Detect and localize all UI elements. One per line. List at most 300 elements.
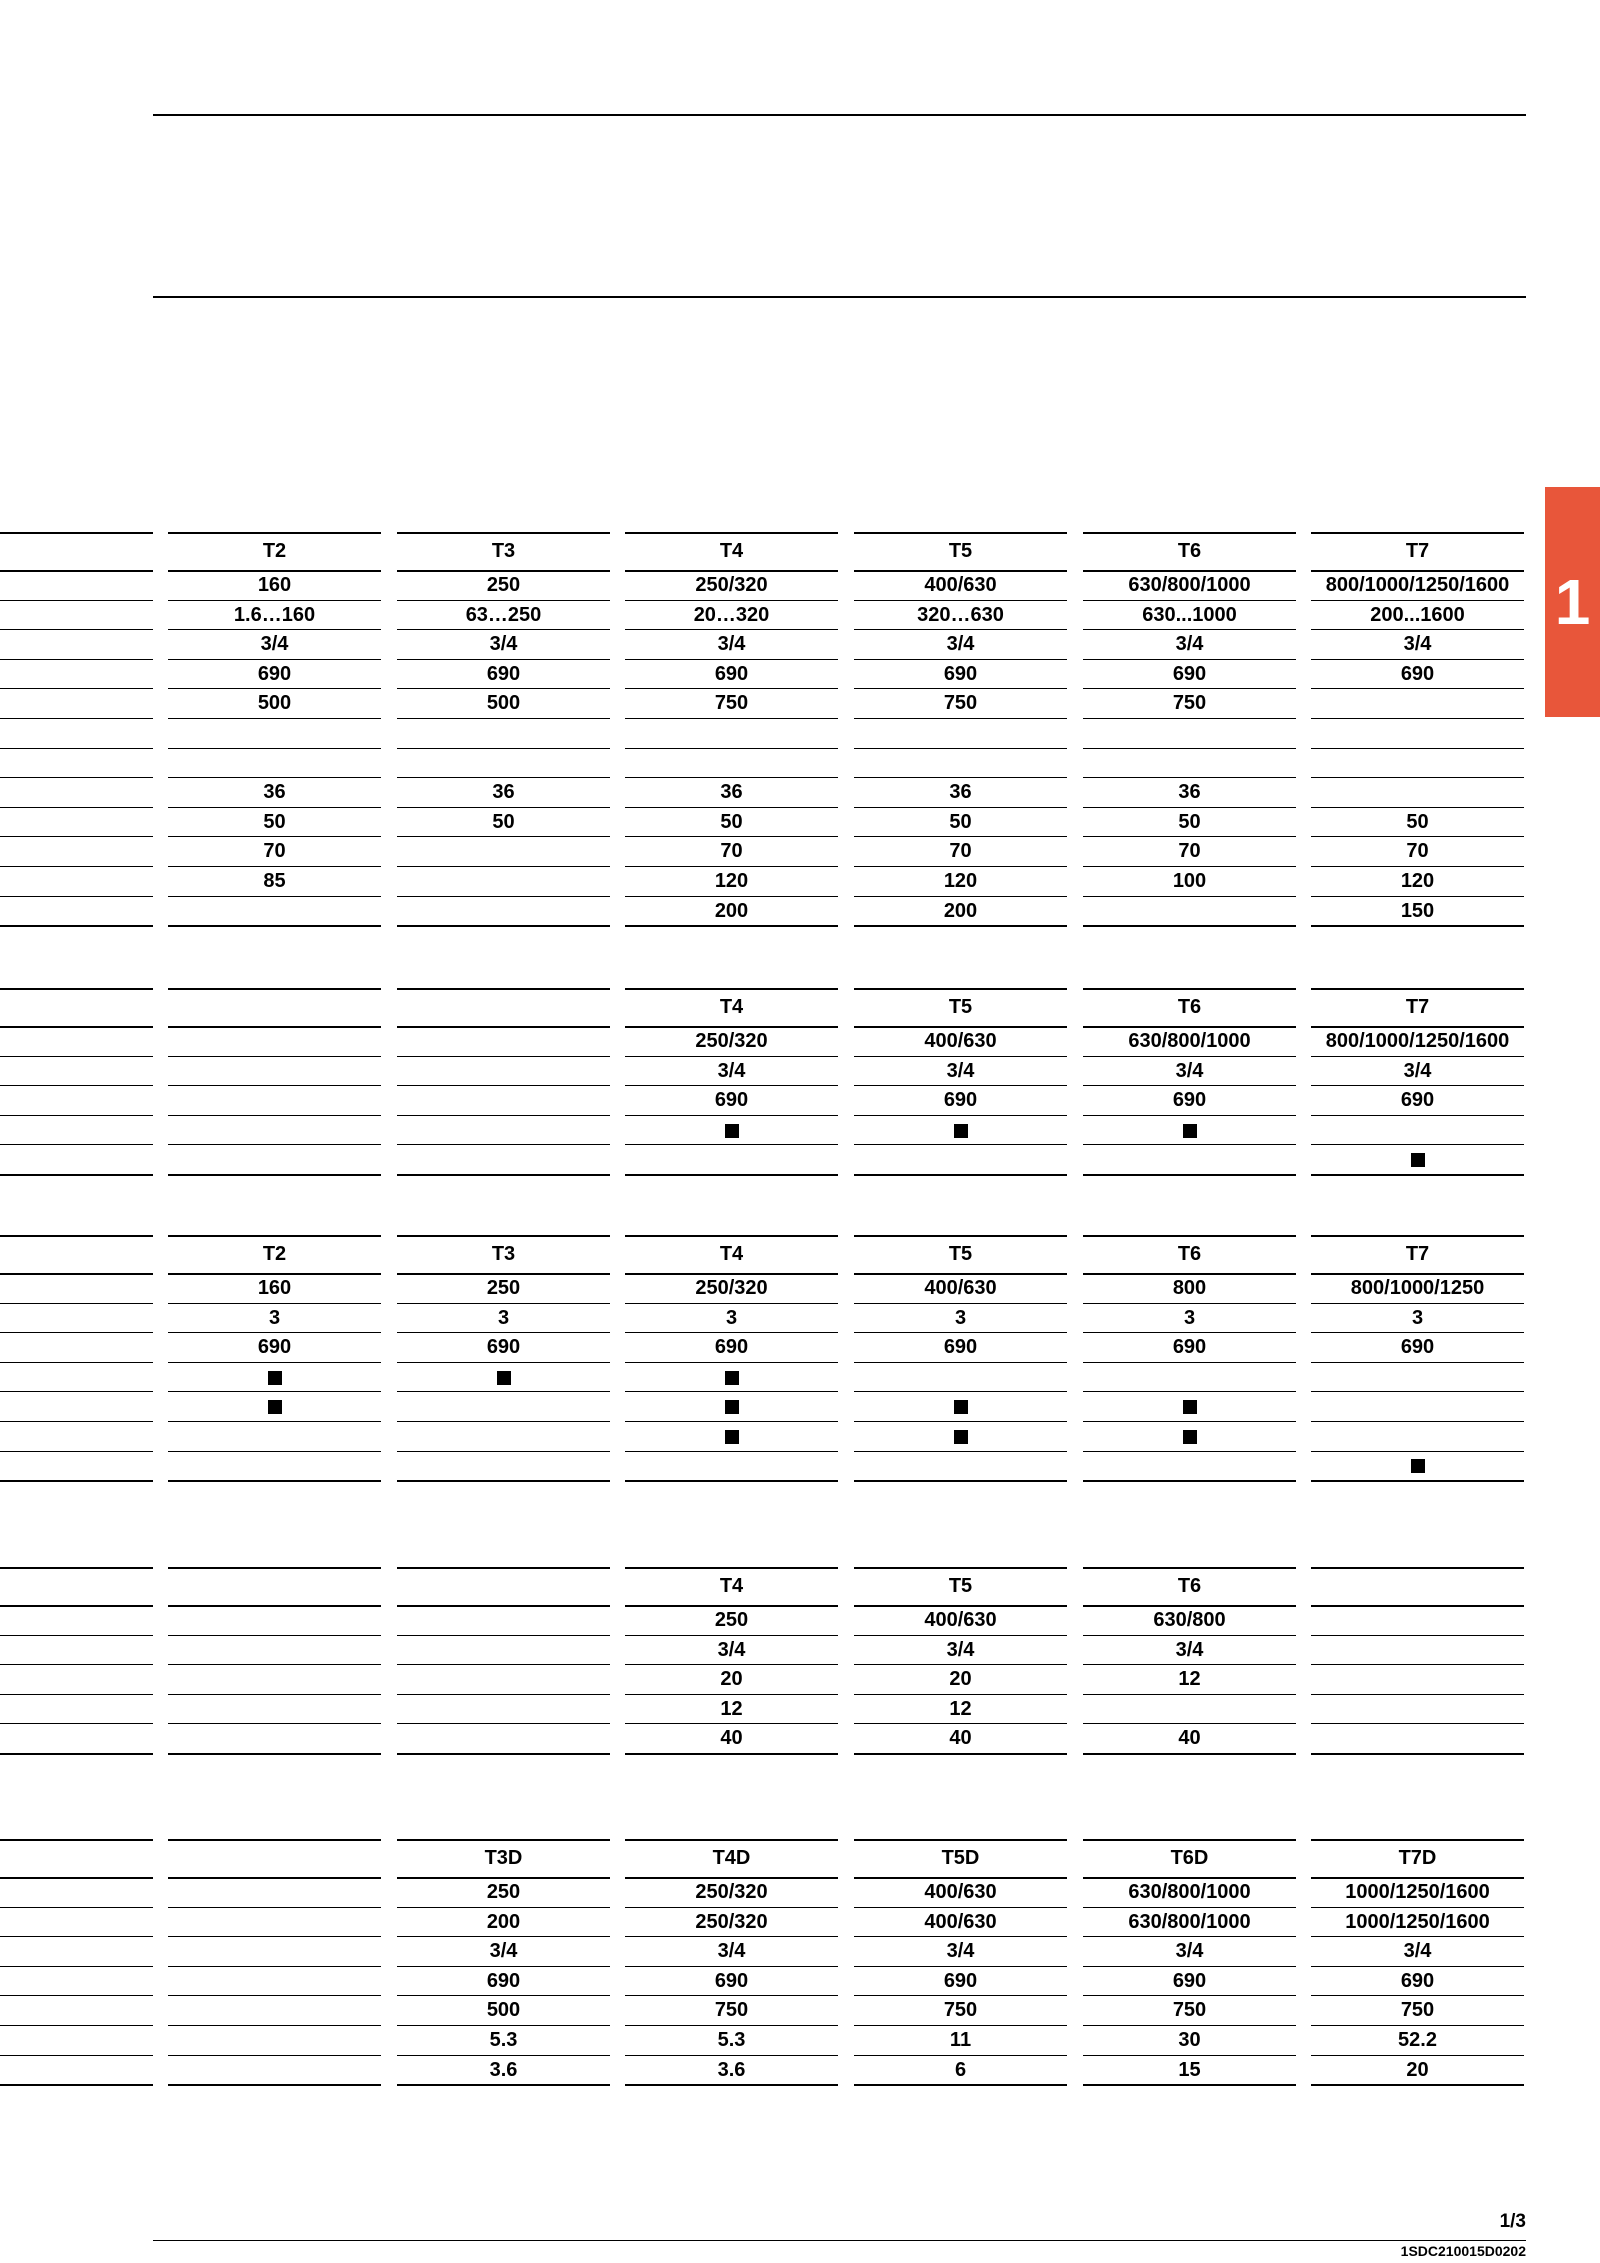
table-column [1083, 1567, 1296, 1753]
table-cell: 690 [943, 1969, 978, 1992]
cell-rule [854, 777, 1067, 778]
cell-rule [625, 1995, 838, 1996]
cell-rule [1083, 866, 1296, 867]
row-label-bottom-rule [0, 1174, 153, 1176]
table-cell: 250 [486, 1277, 521, 1299]
cell-rule [854, 748, 1067, 749]
cell-rule [854, 866, 1067, 867]
cell-rule [625, 1694, 838, 1695]
cell-rule [625, 1421, 838, 1422]
column-header: T6D [1170, 1847, 1209, 1869]
row-label-rule [0, 2025, 153, 2026]
cell-rule [1083, 1567, 1296, 1569]
cell-rule [1083, 659, 1296, 660]
cell-rule [1311, 777, 1524, 778]
table-cell: 250/320 [695, 574, 768, 596]
table-cell: 320…630 [917, 603, 1004, 626]
table-cell: 800/1000/1250/1600 [1325, 1030, 1510, 1052]
check-square-icon [1083, 1423, 1296, 1449]
column-header: T6 [1177, 1575, 1202, 1597]
table-cell: 630/800 [1153, 1609, 1226, 1631]
table-cell: 70 [1406, 840, 1429, 863]
cell-rule [397, 836, 610, 837]
cell-rule [854, 1753, 1067, 1755]
table-cell: 690 [1400, 1969, 1435, 1992]
cell-rule [854, 1085, 1067, 1086]
table-cell: 200...1600 [1370, 603, 1465, 626]
cell-rule [625, 1056, 838, 1057]
cell-rule [1311, 600, 1524, 601]
table-cell: 3/4 [717, 633, 746, 656]
cell-rule [854, 1421, 1067, 1422]
cell-rule [168, 1480, 381, 1482]
cell-rule [625, 2055, 838, 2056]
table-section-2 [0, 988, 1600, 1174]
cell-rule [1083, 1235, 1296, 1237]
cell-rule [397, 1085, 610, 1086]
cell-rule [1311, 807, 1524, 808]
table-cell: 750 [1400, 1999, 1435, 2022]
cell-rule [397, 807, 610, 808]
table-cell: 690 [486, 1969, 521, 1992]
cell-rule [1311, 1085, 1524, 1086]
table-cell: 50 [1178, 810, 1201, 833]
cell-rule [625, 988, 838, 990]
table-cell: 150 [1400, 899, 1435, 922]
cell-rule [168, 807, 381, 808]
table-column [854, 1567, 1067, 1753]
table-cell: 20 [720, 1668, 743, 1691]
table-column [1083, 1235, 1296, 1480]
row-label-top-rule [0, 988, 153, 990]
table-cell: 690 [714, 1969, 749, 1992]
table-cell: 70 [1178, 840, 1201, 863]
cell-rule [625, 1085, 838, 1086]
cell-rule [168, 1753, 381, 1755]
check-square-icon [625, 1364, 838, 1390]
table-cell: 3 [268, 1306, 281, 1329]
cell-rule [168, 1362, 381, 1363]
top-rule-2 [153, 296, 1526, 298]
table-cell: 3/4 [1175, 1940, 1204, 1963]
cell-rule [397, 1026, 610, 1028]
column-header: T6 [1177, 996, 1202, 1018]
row-label-rule [0, 1694, 153, 1695]
cell-rule [168, 1235, 381, 1237]
cell-rule [397, 1723, 610, 1724]
cell-rule [1311, 1362, 1524, 1363]
cell-rule [397, 718, 610, 719]
cell-rule [168, 600, 381, 601]
cell-rule [854, 1966, 1067, 1967]
table-column [168, 1567, 381, 1753]
cell-rule [168, 1839, 381, 1841]
check-square-icon [168, 1393, 381, 1419]
cell-rule [168, 1694, 381, 1695]
cell-rule [1311, 1056, 1524, 1057]
cell-rule [168, 2025, 381, 2026]
cell-rule [625, 1144, 838, 1145]
table-column [625, 1839, 838, 2084]
cell-rule [397, 1605, 610, 1607]
row-label-bottom-rule [0, 2084, 153, 2086]
cell-rule [625, 1664, 838, 1665]
cell-rule [625, 1936, 838, 1937]
table-column [854, 1235, 1067, 1480]
table-cell: 800/1000/1250 [1350, 1277, 1485, 1299]
table-cell: 250 [486, 574, 521, 596]
cell-rule [1311, 1480, 1524, 1482]
check-square-icon [625, 1393, 838, 1419]
cell-rule [625, 1451, 838, 1452]
cell-rule [397, 1056, 610, 1057]
row-label-bottom-rule [0, 1480, 153, 1482]
cell-rule [625, 748, 838, 749]
table-cell: 200 [714, 899, 749, 922]
cell-rule [1083, 988, 1296, 990]
cell-rule [1311, 1907, 1524, 1908]
cell-rule [168, 836, 381, 837]
table-cell: 690 [943, 662, 978, 685]
column-header: T3 [491, 540, 516, 562]
cell-rule [397, 988, 610, 990]
cell-rule [1083, 2055, 1296, 2056]
table-cell: 250/320 [695, 1910, 768, 1933]
table-cell: 15 [1178, 2058, 1201, 2081]
cell-rule [1311, 836, 1524, 837]
check-square-icon [1311, 1146, 1524, 1172]
cell-rule [625, 1391, 838, 1392]
cell-rule [854, 1723, 1067, 1724]
table-column [168, 1839, 381, 2084]
table-column [168, 1235, 381, 1480]
table-cell: 400/630 [924, 1910, 997, 1933]
row-label-rule [0, 748, 153, 749]
cell-rule [625, 629, 838, 630]
table-cell: 3 [725, 1306, 738, 1329]
table-column [1311, 1839, 1524, 2084]
cell-rule [625, 1723, 838, 1724]
cell-rule [854, 1936, 1067, 1937]
cell-rule [854, 1115, 1067, 1116]
column-header: T3 [491, 1243, 516, 1265]
check-square-icon [1311, 1453, 1524, 1479]
table-cell: 40 [720, 1727, 743, 1750]
check-square-icon [397, 1364, 610, 1390]
table-cell: 3/4 [489, 633, 518, 656]
table-cell: 3/4 [489, 1940, 518, 1963]
table-cell: 690 [714, 662, 749, 685]
cell-rule [1311, 1235, 1524, 1237]
cell-rule [397, 1995, 610, 1996]
table-cell: 400/630 [924, 574, 997, 596]
cell-rule [397, 688, 610, 689]
table-cell: 3/4 [1175, 633, 1204, 656]
cell-rule [1311, 1332, 1524, 1333]
table-cell: 3.6 [489, 2058, 518, 2081]
table-cell: 12 [1178, 1668, 1201, 1691]
table-column [1083, 532, 1296, 925]
cell-rule [854, 836, 1067, 837]
row-label-rule [0, 1907, 153, 1908]
cell-rule [397, 1664, 610, 1665]
cell-rule [1311, 1995, 1524, 1996]
cell-rule [1083, 1936, 1296, 1937]
cell-rule [625, 896, 838, 897]
table-cell: 250/320 [695, 1881, 768, 1903]
cell-rule [168, 1877, 381, 1879]
table-cell: 200 [486, 1910, 521, 1933]
table-cell: 400/630 [924, 1030, 997, 1052]
table-cell: 800 [1172, 1277, 1207, 1299]
cell-rule [397, 2084, 610, 2086]
row-label-rule [0, 688, 153, 689]
table-cell: 100 [1172, 870, 1207, 892]
row-label-bottom-rule [0, 925, 153, 927]
table-cell: 5.3 [717, 2029, 746, 2051]
row-label-rule [0, 896, 153, 897]
cell-rule [397, 1480, 610, 1482]
cell-rule [397, 1144, 610, 1145]
table-cell: 690 [943, 1089, 978, 1112]
cell-rule [1083, 1144, 1296, 1145]
cell-rule [1311, 1635, 1524, 1636]
row-label-header-rule [0, 1605, 153, 1607]
row-label-rule [0, 659, 153, 660]
table-column [397, 1235, 610, 1480]
cell-rule [1083, 925, 1296, 927]
table-column [1083, 988, 1296, 1174]
cell-rule [1083, 532, 1296, 534]
table-cell: 36 [263, 781, 286, 804]
column-header: T5 [948, 1243, 973, 1265]
cell-rule [1083, 1995, 1296, 1996]
cell-rule [168, 1303, 381, 1304]
row-label-rule [0, 1144, 153, 1145]
cell-rule [625, 1362, 838, 1363]
cell-rule [854, 688, 1067, 689]
row-label-rule [0, 777, 153, 778]
cell-rule [854, 1362, 1067, 1363]
cell-rule [625, 600, 838, 601]
cell-rule [168, 1995, 381, 1996]
table-column [397, 1839, 610, 2084]
cell-rule [1311, 1664, 1524, 1665]
cell-rule [625, 866, 838, 867]
column-header: T3D [484, 1847, 523, 1869]
cell-rule [168, 925, 381, 927]
row-label-header-rule [0, 1273, 153, 1275]
cell-rule [1311, 1839, 1524, 1841]
table-cell: 50 [492, 810, 515, 833]
row-label-rule [0, 1421, 153, 1422]
cell-rule [854, 988, 1067, 990]
row-label-header-rule [0, 1026, 153, 1028]
table-cell: 70 [949, 840, 972, 863]
table-cell: 70 [263, 840, 286, 863]
cell-rule [625, 688, 838, 689]
cell-rule [397, 1391, 610, 1392]
table-cell: 690 [714, 1336, 749, 1359]
cell-rule [854, 1907, 1067, 1908]
column-header: T7 [1405, 996, 1430, 1018]
row-label-top-rule [0, 1839, 153, 1841]
table-cell: 400/630 [924, 1609, 997, 1631]
column-header: T6 [1177, 1243, 1202, 1265]
cell-rule [1311, 718, 1524, 719]
table-cell: 3.6 [717, 2058, 746, 2081]
cell-rule [1083, 1907, 1296, 1908]
cell-rule [625, 836, 838, 837]
cell-rule [397, 2055, 610, 2056]
cell-rule [168, 866, 381, 867]
table-cell: 690 [1172, 1969, 1207, 1992]
cell-rule [625, 1235, 838, 1237]
cell-rule [168, 659, 381, 660]
cell-rule [168, 1085, 381, 1086]
table-cell: 3/4 [1403, 1059, 1432, 1082]
cell-rule [397, 1936, 610, 1937]
table-cell: 250 [714, 1609, 749, 1631]
cell-rule [397, 1635, 610, 1636]
cell-rule [854, 2025, 1067, 2026]
table-cell: 3/4 [1175, 1638, 1204, 1661]
cell-rule [168, 1144, 381, 1145]
table-cell: 690 [1172, 1336, 1207, 1359]
cell-rule [168, 1723, 381, 1724]
cell-rule [397, 777, 610, 778]
check-square-icon [1083, 1117, 1296, 1143]
cell-rule [625, 1966, 838, 1967]
cell-rule [397, 1694, 610, 1695]
row-label-header-rule [0, 570, 153, 572]
row-label-header-rule [0, 1877, 153, 1879]
row-label-rule [0, 1936, 153, 1937]
row-label-rule [0, 807, 153, 808]
cell-rule [1311, 1174, 1524, 1176]
cell-rule [168, 718, 381, 719]
cell-rule [1083, 1480, 1296, 1482]
cell-rule [854, 1451, 1067, 1452]
table-column [854, 1839, 1067, 2084]
table-column [1083, 1839, 1296, 2084]
row-label-rule [0, 629, 153, 630]
row-label-rule [0, 1056, 153, 1057]
cell-rule [1083, 1664, 1296, 1665]
table-cell: 630/800/1000 [1128, 574, 1251, 596]
column-header: T4 [719, 996, 744, 1018]
cell-rule [1083, 1966, 1296, 1967]
check-square-icon [625, 1423, 838, 1449]
cell-rule [168, 1026, 381, 1028]
table-section-4 [0, 1567, 1600, 1753]
cell-rule [397, 1421, 610, 1422]
column-header: T5 [948, 540, 973, 562]
cell-rule [168, 2055, 381, 2056]
table-cell: 3 [497, 1306, 510, 1329]
row-label-rule [0, 836, 153, 837]
table-cell: 12 [949, 1697, 972, 1720]
cell-rule [1083, 1362, 1296, 1363]
table-cell: 30 [1178, 2029, 1201, 2051]
row-label-rule [0, 1966, 153, 1967]
cell-rule [1311, 866, 1524, 867]
table-cell: 690 [943, 1336, 978, 1359]
cell-rule [397, 659, 610, 660]
table-column [625, 532, 838, 925]
table-cell: 800/1000/1250/1600 [1325, 574, 1510, 596]
cell-rule [1083, 600, 1296, 601]
check-square-icon [854, 1117, 1067, 1143]
table-cell: 3 [1411, 1306, 1424, 1329]
table-column [168, 988, 381, 1174]
cell-rule [854, 807, 1067, 808]
table-cell: 750 [714, 1999, 749, 2022]
column-header: T2 [262, 540, 287, 562]
cell-rule [1083, 1421, 1296, 1422]
cell-rule [168, 1936, 381, 1937]
cell-rule [854, 1664, 1067, 1665]
cell-rule [1083, 1753, 1296, 1755]
row-label-rule [0, 1303, 153, 1304]
row-label-rule [0, 1635, 153, 1636]
column-header: T5 [948, 996, 973, 1018]
check-square-icon [168, 1364, 381, 1390]
column-header: T7 [1405, 1243, 1430, 1265]
cell-rule [397, 1115, 610, 1116]
cell-rule [1311, 2084, 1524, 2086]
top-rule-1 [153, 114, 1526, 116]
cell-rule [168, 2084, 381, 2086]
cell-rule [397, 1839, 610, 1841]
cell-rule [397, 1303, 610, 1304]
cell-rule [1083, 1391, 1296, 1392]
table-cell: 12 [720, 1697, 743, 1720]
table-cell: 52.2 [1398, 2029, 1437, 2051]
cell-rule [854, 1235, 1067, 1237]
cell-rule [168, 1907, 381, 1908]
cell-rule [1083, 1056, 1296, 1057]
cell-rule [168, 896, 381, 897]
row-label-rule [0, 1332, 153, 1333]
row-label-rule [0, 1391, 153, 1392]
table-cell: 630/800/1000 [1128, 1910, 1251, 1933]
cell-rule [168, 629, 381, 630]
cell-rule [168, 1391, 381, 1392]
cell-rule [397, 925, 610, 927]
table-cell: 120 [943, 870, 978, 892]
table-cell: 3/4 [1175, 1059, 1204, 1082]
cell-rule [1083, 748, 1296, 749]
cell-rule [1083, 1839, 1296, 1841]
cell-rule [168, 748, 381, 749]
table-cell: 750 [943, 1999, 978, 2022]
table-cell: 3/4 [1403, 633, 1432, 656]
cell-rule [625, 1115, 838, 1116]
cell-rule [397, 1174, 610, 1176]
cell-rule [397, 896, 610, 897]
cell-rule [1311, 532, 1524, 534]
cell-rule [854, 1332, 1067, 1333]
table-cell: 50 [1406, 810, 1429, 833]
cell-rule [1311, 896, 1524, 897]
cell-rule [1083, 629, 1296, 630]
table-cell: 40 [949, 1727, 972, 1750]
table-cell: 690 [1400, 1089, 1435, 1112]
table-cell: 3/4 [946, 1638, 975, 1661]
cell-rule [625, 1480, 838, 1482]
cell-rule [1311, 1567, 1524, 1569]
